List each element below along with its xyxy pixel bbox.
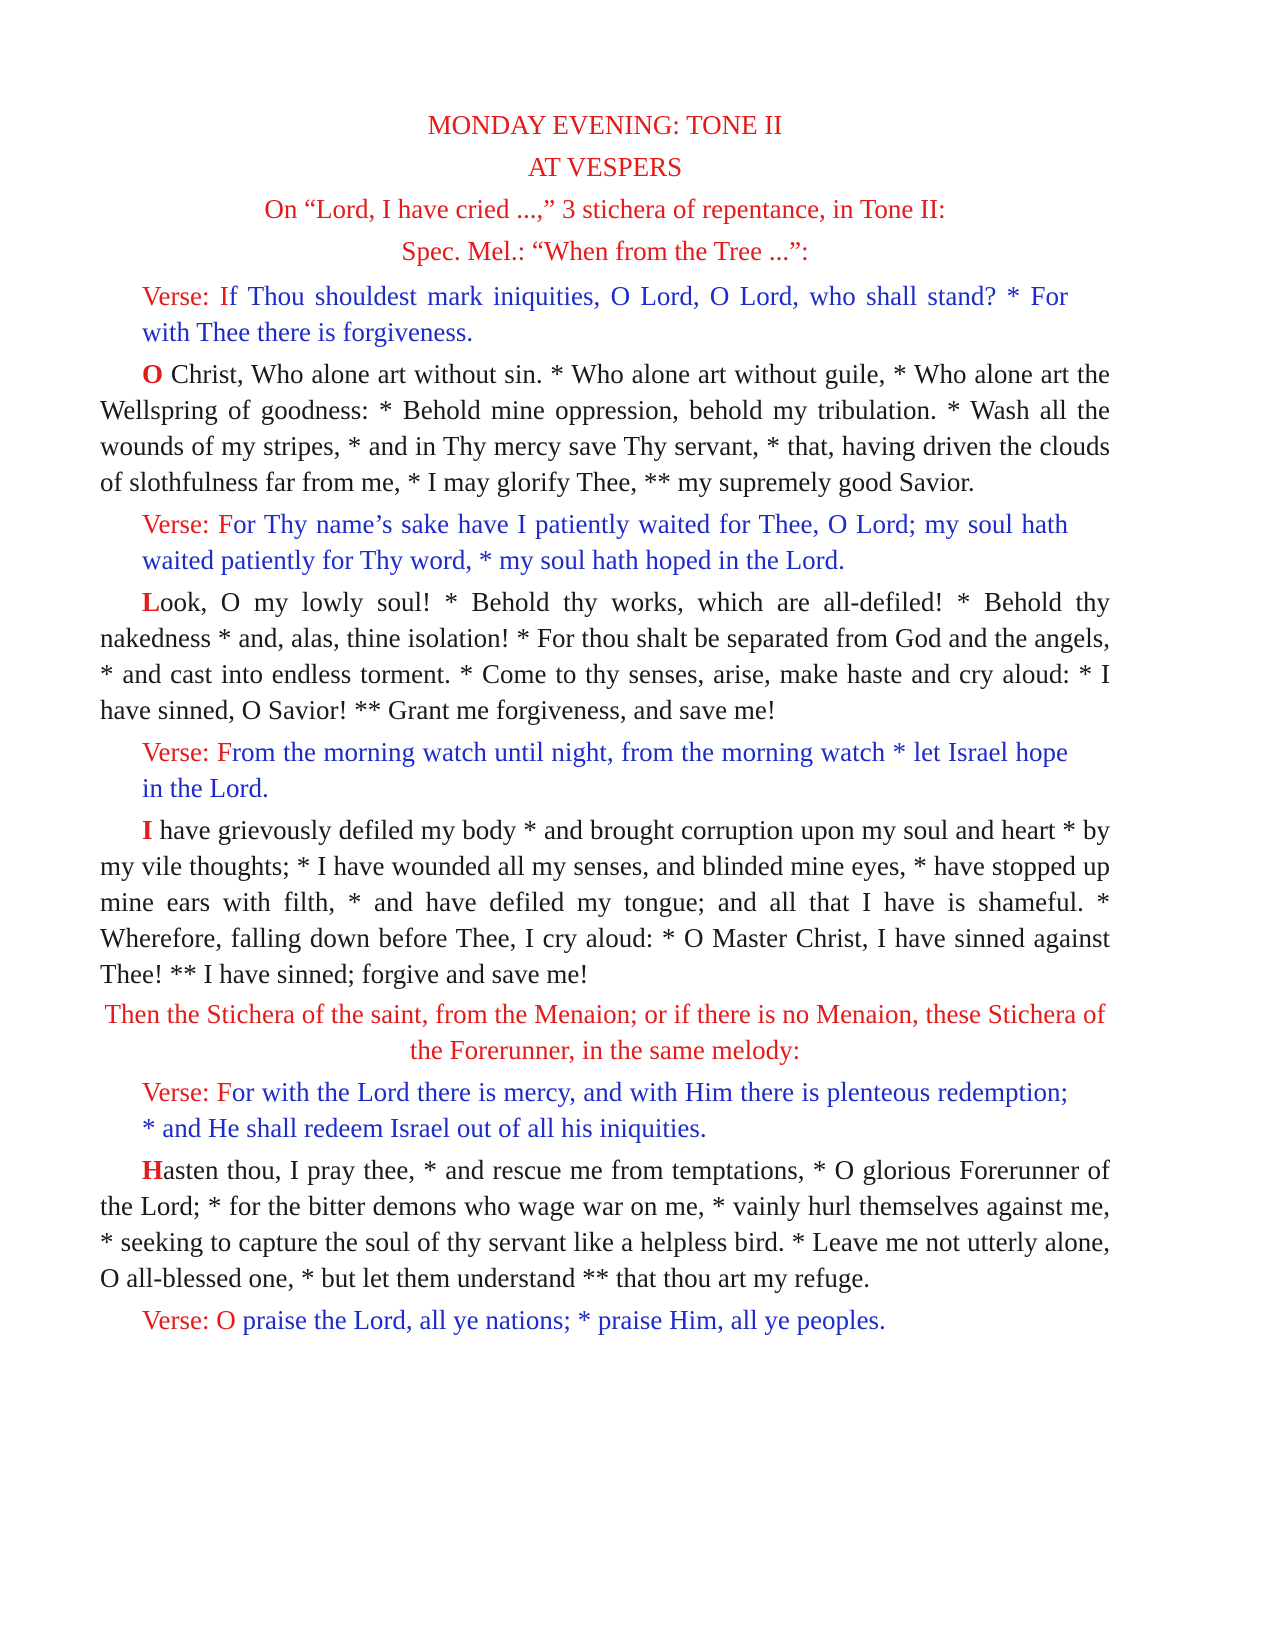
sticheron-3 [100, 812, 1110, 992]
sticheron-1 [100, 356, 1110, 500]
verse-text: or Thy name’s sake have I patiently waited for Thee, O Lord; my soul hath waited patiently for Thy word, * my soul hath hoped in the Lord. [142, 509, 1068, 575]
verse-first-letter: O [216, 1305, 236, 1335]
sticheron-text: ook, O my lowly soul! * Behold thy works, which are all-defiled! * Behold thy nakedness * and, alas, thine isolation! * For thou shalt be separated from God and the angels, * and cast into endless torment. * Come to thy senses, arise, make haste and cry aloud: * I have sinned, O Savior! ** Grant me forgiveness, and save me! [100, 587, 1110, 725]
verse-text: praise the Lord, all ye nations; * praise Him, all ye peoples. [235, 1305, 886, 1335]
verse-1 [142, 278, 1068, 350]
initial-capital: I [142, 815, 153, 845]
document-page [100, 104, 1110, 1338]
verse-3 [142, 734, 1068, 806]
rubric-lord-i-have-cried: On “Lord, I have cried ...,” 3 stichera of repentance, in Tone II: [264, 194, 946, 224]
verse-text: or with the Lord there is mercy, and with Him there is plenteous redemption; * and He shall redeem Israel out of all his iniquities. [142, 1077, 1068, 1143]
verse-label: Verse: [142, 509, 219, 539]
verse-first-letter: F [218, 509, 234, 539]
verse-2 [142, 506, 1068, 578]
sticheron-2 [100, 584, 1110, 728]
sticheron-text: have grievously defiled my body * and brought corruption upon my soul and heart * by my vile thoughts; * I have wounded all my senses, and blinded mine eyes, * have stopped up mine ears with filth, * and have defiled my tongue; and all that I have is shameful. * Wherefore, falling down before Thee, I cry aloud: * O Master Christ, I have sinned against Thee! ** I have sinned; forgive and save me! [100, 815, 1110, 989]
verse-label: Verse: [142, 1077, 217, 1107]
verse-4 [142, 1074, 1068, 1146]
verse-text: f Thou shouldest mark iniquities, O Lord, O Lord, who shall stand? * For with Thee there is forgiveness. [142, 281, 1068, 347]
verse-label: Verse: [142, 281, 220, 311]
verse-label: Verse: [142, 1305, 217, 1335]
verse-5 [142, 1302, 1068, 1338]
verse-first-letter: F [216, 737, 232, 767]
initial-capital: L [142, 587, 161, 617]
verse-first-letter: I [219, 281, 229, 311]
sticheron-text: asten thou, I pray thee, * and rescue me from temptations, * O glorious Forerunner of the Lord; * for the bitter demons who wage war on me, * vainly hurl themselves against me, * seeking to capture the soul of thy servant like a helpless bird. * Leave me not utterly alone, O all-blessed one, * but let them understand ** that thou art my refuge. [100, 1155, 1110, 1293]
initial-capital: H [142, 1155, 164, 1185]
sticheron-text: Christ, Who alone art without sin. * Who alone art without guile, * Who alone art the Wellspring of goodness: * Behold mine oppression, behold my tribulation. * Wash all the wounds of my stripes, * and in Thy mercy save Thy servant, * that, having driven the clouds of slothfulness far from me, * I may glorify Thee, ** my supremely good Savior. [100, 359, 1110, 497]
rubric-special-melody: Spec. Mel.: “When from the Tree ...”: [401, 236, 809, 266]
initial-capital: O [142, 359, 164, 389]
verse-label: Verse: [142, 737, 217, 767]
page-subtitle: AT VESPERS [527, 152, 683, 182]
verse-first-letter: F [216, 1077, 232, 1107]
rubric-stichera-of-saint: Then the Stichera of the saint, from the Menaion; or if there is no Menaion, these Stichera of the Forerunner, in the same melody: [104, 999, 1106, 1065]
page-title: MONDAY EVENING: TONE II [427, 110, 783, 140]
verse-text: rom the morning watch until night, from the morning watch * let Israel hope in the Lord. [142, 737, 1068, 803]
sticheron-4 [100, 1152, 1110, 1296]
